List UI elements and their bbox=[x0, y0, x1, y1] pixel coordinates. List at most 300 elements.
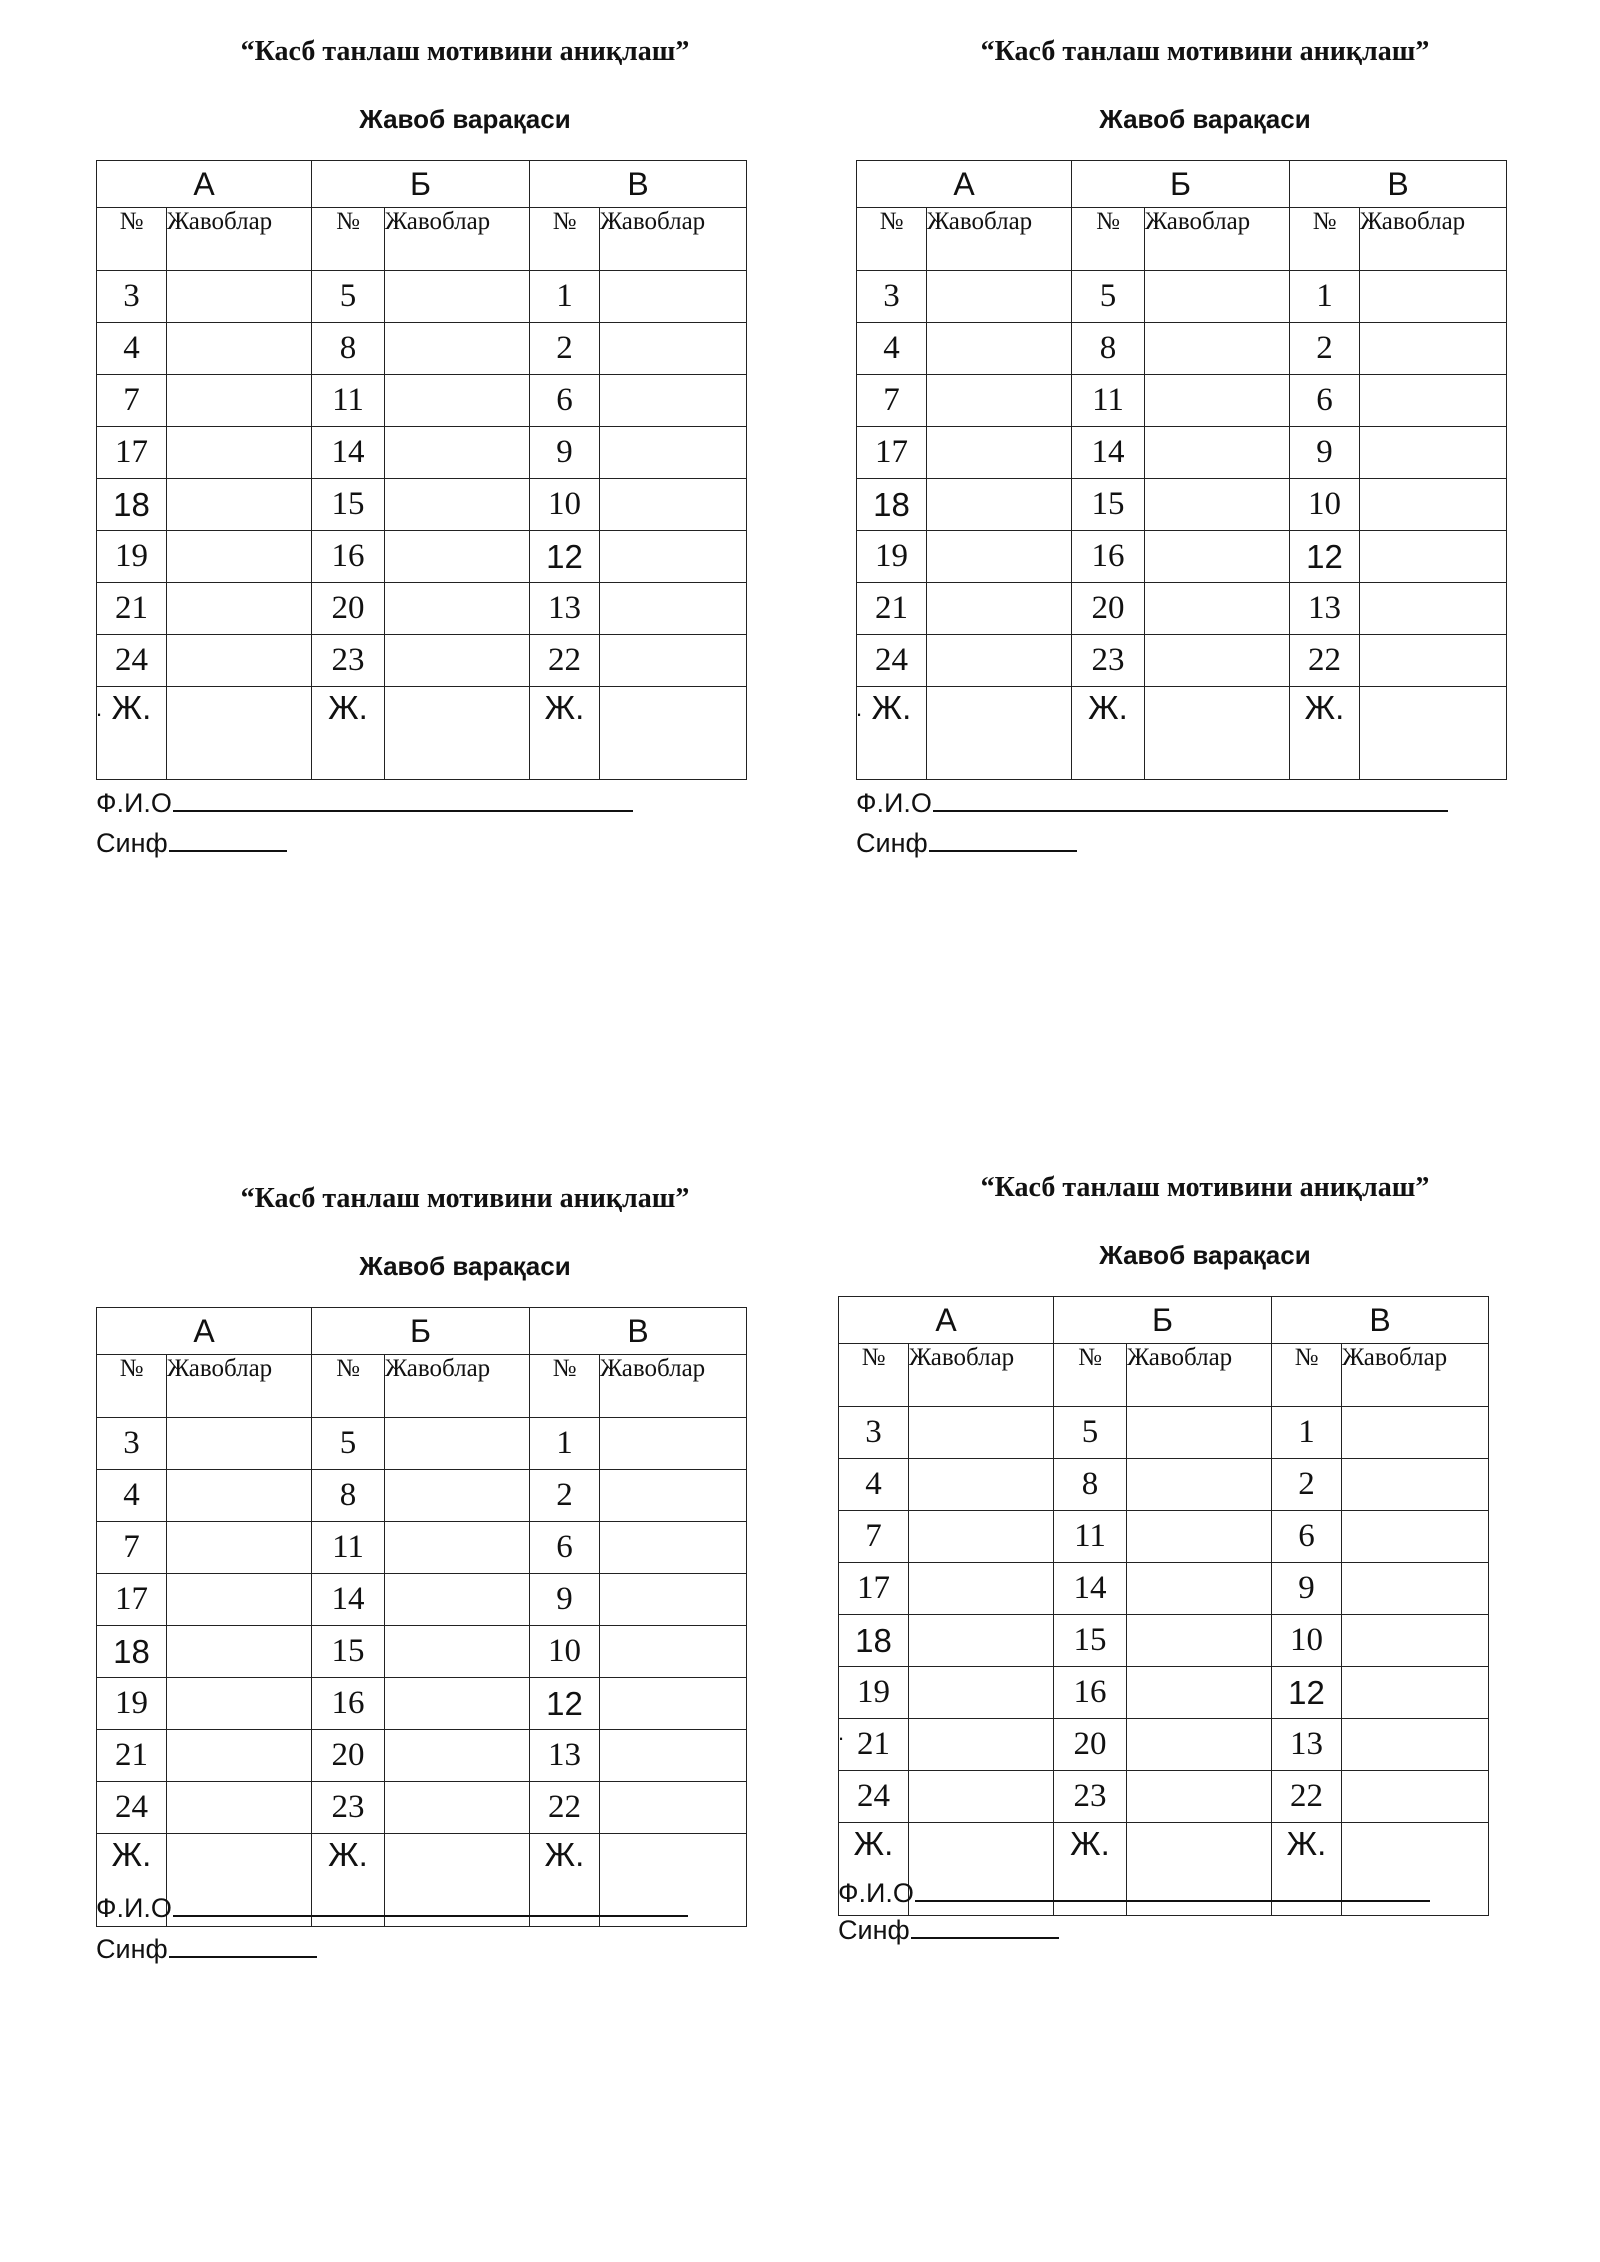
question-row bbox=[97, 1782, 747, 1834]
answer-cell[interactable] bbox=[167, 1626, 312, 1678]
sheet-title: “Касб танлаш мотивини аниқлаш” bbox=[980, 1172, 1430, 1203]
answer-cell[interactable] bbox=[927, 271, 1072, 323]
question-row bbox=[97, 583, 747, 635]
answer-cell[interactable] bbox=[1127, 1407, 1272, 1459]
name-line[interactable] bbox=[933, 809, 1448, 812]
question-number: Ж. bbox=[1072, 687, 1145, 780]
answer-cell[interactable] bbox=[167, 1418, 312, 1470]
question-number: 7 bbox=[839, 1511, 909, 1563]
answer-cell[interactable] bbox=[167, 479, 312, 531]
question-number: 18 bbox=[97, 1626, 167, 1678]
answer-cell[interactable] bbox=[385, 427, 530, 479]
question-number: 10 bbox=[530, 1626, 600, 1678]
question-number: 23 bbox=[1072, 635, 1145, 687]
answer-cell[interactable] bbox=[1145, 687, 1290, 780]
answer-cell[interactable] bbox=[167, 323, 312, 375]
question-number: 11 bbox=[312, 375, 385, 427]
answer-cell[interactable] bbox=[1360, 271, 1507, 323]
question-number: 24 bbox=[97, 1782, 167, 1834]
column-header-number: № bbox=[312, 208, 385, 271]
answer-cell[interactable] bbox=[1360, 687, 1507, 780]
answer-cell[interactable] bbox=[1127, 1667, 1272, 1719]
question-number: 21 bbox=[97, 1730, 167, 1782]
question-number: 22 bbox=[1290, 635, 1360, 687]
question-number: 10 bbox=[1272, 1615, 1342, 1667]
answer-cell[interactable] bbox=[167, 1574, 312, 1626]
question-number: 7 bbox=[857, 375, 927, 427]
question-number: 24 bbox=[839, 1771, 909, 1823]
question-row bbox=[857, 687, 1507, 780]
question-number: 13 bbox=[530, 583, 600, 635]
answer-cell[interactable] bbox=[927, 323, 1072, 375]
question-row bbox=[857, 635, 1507, 687]
question-number: 17 bbox=[97, 1574, 167, 1626]
column-header-row bbox=[857, 208, 1507, 271]
answer-cell[interactable] bbox=[600, 1626, 747, 1678]
answer-cell[interactable] bbox=[167, 531, 312, 583]
question-number: 7 bbox=[97, 1522, 167, 1574]
question-number: 4 bbox=[97, 323, 167, 375]
question-number: Ж. bbox=[97, 687, 167, 780]
answer-cell[interactable] bbox=[1342, 1563, 1489, 1615]
stray-dot: . bbox=[96, 696, 103, 721]
answer-cell[interactable] bbox=[1342, 1459, 1489, 1511]
class-label: Синф bbox=[96, 828, 168, 858]
question-number: 15 bbox=[1072, 479, 1145, 531]
column-header-row bbox=[97, 208, 747, 271]
question-number: 12 bbox=[530, 531, 600, 583]
question-number: 24 bbox=[97, 635, 167, 687]
question-number: 13 bbox=[1272, 1719, 1342, 1771]
name-field bbox=[96, 788, 633, 819]
answer-cell[interactable] bbox=[600, 271, 747, 323]
answer-cell[interactable] bbox=[167, 1522, 312, 1574]
question-number: 18 bbox=[97, 479, 167, 531]
answer-cell[interactable] bbox=[927, 375, 1072, 427]
answer-cell[interactable] bbox=[927, 583, 1072, 635]
question-number: 13 bbox=[530, 1730, 600, 1782]
name-label: Ф.И.О bbox=[96, 788, 172, 818]
question-row bbox=[839, 1771, 1489, 1823]
group-header-row bbox=[97, 161, 747, 208]
sheet-title: “Касб танлаш мотивини аниқлаш” bbox=[240, 1183, 690, 1214]
answer-cell[interactable] bbox=[385, 1730, 530, 1782]
question-number: 1 bbox=[1272, 1407, 1342, 1459]
answer-cell[interactable] bbox=[600, 687, 747, 780]
question-number: Ж. bbox=[530, 1834, 600, 1927]
answer-cell[interactable] bbox=[909, 1407, 1054, 1459]
group-header: А bbox=[97, 161, 312, 208]
question-number: 10 bbox=[1290, 479, 1360, 531]
question-number: 21 bbox=[97, 583, 167, 635]
group-header: Б bbox=[1072, 161, 1290, 208]
column-header-number: № bbox=[1072, 208, 1145, 271]
answer-cell[interactable] bbox=[167, 1678, 312, 1730]
answer-cell[interactable] bbox=[909, 1719, 1054, 1771]
question-number: 16 bbox=[312, 1678, 385, 1730]
answer-cell[interactable] bbox=[600, 427, 747, 479]
question-number: 20 bbox=[312, 1730, 385, 1782]
question-number: 19 bbox=[857, 531, 927, 583]
question-number: 12 bbox=[530, 1678, 600, 1730]
question-number: 1 bbox=[1290, 271, 1360, 323]
column-header-number: № bbox=[1054, 1344, 1127, 1407]
question-row bbox=[97, 271, 747, 323]
answer-cell[interactable] bbox=[909, 1511, 1054, 1563]
answer-cell[interactable] bbox=[600, 1574, 747, 1626]
question-number: 12 bbox=[1290, 531, 1360, 583]
question-number: 12 bbox=[1272, 1667, 1342, 1719]
sheet-title: “Касб танлаш мотивини аниқлаш” bbox=[980, 36, 1430, 67]
answer-cell[interactable] bbox=[1127, 1615, 1272, 1667]
question-row bbox=[839, 1719, 1489, 1771]
question-number: 6 bbox=[1272, 1511, 1342, 1563]
question-number: Ж. bbox=[1054, 1823, 1127, 1916]
answer-cell[interactable] bbox=[385, 1626, 530, 1678]
question-number: 5 bbox=[1072, 271, 1145, 323]
class-line[interactable] bbox=[169, 1955, 317, 1958]
answer-cell[interactable] bbox=[385, 1470, 530, 1522]
question-number: 23 bbox=[1054, 1771, 1127, 1823]
question-number: Ж. bbox=[530, 687, 600, 780]
column-header-number: № bbox=[97, 1355, 167, 1418]
group-header: А bbox=[839, 1297, 1054, 1344]
answer-cell[interactable] bbox=[927, 479, 1072, 531]
answer-cell[interactable] bbox=[385, 1522, 530, 1574]
question-row bbox=[839, 1459, 1489, 1511]
class-label: Синф bbox=[838, 1915, 910, 1945]
answer-cell[interactable] bbox=[385, 1782, 530, 1834]
question-row bbox=[839, 1511, 1489, 1563]
question-number: Ж. bbox=[857, 687, 927, 780]
question-number: 21 bbox=[839, 1719, 909, 1771]
answer-cell[interactable] bbox=[1342, 1407, 1489, 1459]
name-field bbox=[838, 1878, 1430, 1909]
stray-dot: . bbox=[856, 696, 863, 721]
question-row bbox=[839, 1563, 1489, 1615]
question-number: 9 bbox=[1272, 1563, 1342, 1615]
question-row bbox=[857, 323, 1507, 375]
question-number: 15 bbox=[1054, 1615, 1127, 1667]
name-label: Ф.И.О bbox=[856, 788, 932, 818]
question-number: 17 bbox=[857, 427, 927, 479]
answer-cell[interactable] bbox=[1342, 1615, 1489, 1667]
question-row bbox=[97, 687, 747, 780]
question-row bbox=[97, 427, 747, 479]
answer-cell[interactable] bbox=[600, 1418, 747, 1470]
question-number: 16 bbox=[1072, 531, 1145, 583]
answer-cell[interactable] bbox=[1127, 1719, 1272, 1771]
question-row bbox=[97, 531, 747, 583]
answer-cell[interactable] bbox=[1127, 1459, 1272, 1511]
question-number: 19 bbox=[97, 1678, 167, 1730]
question-number: Ж. bbox=[1272, 1823, 1342, 1916]
answer-cell[interactable] bbox=[600, 1522, 747, 1574]
question-number: 15 bbox=[312, 1626, 385, 1678]
group-header: А bbox=[857, 161, 1072, 208]
answer-cell[interactable] bbox=[1360, 479, 1507, 531]
column-header-number: № bbox=[530, 1355, 600, 1418]
class-line[interactable] bbox=[911, 1936, 1059, 1939]
question-row bbox=[97, 635, 747, 687]
answer-cell[interactable] bbox=[385, 271, 530, 323]
question-number: 13 bbox=[1290, 583, 1360, 635]
answer-cell[interactable] bbox=[385, 687, 530, 780]
question-number: 8 bbox=[312, 323, 385, 375]
class-label: Синф bbox=[96, 1934, 168, 1964]
sheet-title: “Касб танлаш мотивини аниқлаш” bbox=[240, 36, 690, 67]
question-row bbox=[97, 323, 747, 375]
answer-cell[interactable] bbox=[600, 531, 747, 583]
column-header-answers: Жавоблар bbox=[167, 208, 312, 271]
question-row bbox=[97, 1574, 747, 1626]
question-number: 23 bbox=[312, 1782, 385, 1834]
answer-cell[interactable] bbox=[1342, 1667, 1489, 1719]
question-number: Ж. bbox=[1290, 687, 1360, 780]
answer-cell[interactable] bbox=[1145, 531, 1290, 583]
question-number: 5 bbox=[312, 1418, 385, 1470]
answer-cell[interactable] bbox=[1145, 635, 1290, 687]
question-number: 20 bbox=[312, 583, 385, 635]
question-row bbox=[839, 1615, 1489, 1667]
question-number: 11 bbox=[1072, 375, 1145, 427]
answer-cell[interactable] bbox=[1127, 1511, 1272, 1563]
question-number: 1 bbox=[530, 271, 600, 323]
group-header-row bbox=[97, 1308, 747, 1355]
answer-cell[interactable] bbox=[600, 1678, 747, 1730]
answer-cell[interactable] bbox=[927, 427, 1072, 479]
question-number: 11 bbox=[1054, 1511, 1127, 1563]
answer-cell[interactable] bbox=[600, 1470, 747, 1522]
answer-cell[interactable] bbox=[385, 635, 530, 687]
column-header-answers: Жавоблар bbox=[1127, 1344, 1272, 1407]
answer-cell[interactable] bbox=[167, 375, 312, 427]
stray-dot: . bbox=[838, 1720, 845, 1745]
group-header: В bbox=[530, 161, 747, 208]
question-number: 3 bbox=[839, 1407, 909, 1459]
answer-cell[interactable] bbox=[385, 1678, 530, 1730]
answer-cell[interactable] bbox=[600, 1730, 747, 1782]
question-number: 23 bbox=[312, 635, 385, 687]
question-row bbox=[857, 375, 1507, 427]
answer-cell[interactable] bbox=[167, 1730, 312, 1782]
sheet-subtitle: Жавоб варақаси bbox=[1099, 1240, 1311, 1270]
name-line[interactable] bbox=[173, 809, 633, 812]
answer-cell[interactable] bbox=[167, 427, 312, 479]
answer-cell[interactable] bbox=[1360, 323, 1507, 375]
question-number: 3 bbox=[97, 1418, 167, 1470]
column-header-answers: Жавоблар bbox=[385, 208, 530, 271]
answer-cell[interactable] bbox=[1360, 375, 1507, 427]
answer-cell[interactable] bbox=[167, 1470, 312, 1522]
column-header-number: № bbox=[530, 208, 600, 271]
answer-cell[interactable] bbox=[1127, 1771, 1272, 1823]
column-header-number: № bbox=[97, 208, 167, 271]
group-header: В bbox=[530, 1308, 747, 1355]
question-number: 5 bbox=[1054, 1407, 1127, 1459]
answer-cell[interactable] bbox=[927, 687, 1072, 780]
question-row bbox=[857, 531, 1507, 583]
question-number: 9 bbox=[530, 427, 600, 479]
column-header-answers: Жавоблар bbox=[600, 1355, 747, 1418]
answer-cell[interactable] bbox=[385, 531, 530, 583]
answer-cell[interactable] bbox=[1145, 479, 1290, 531]
column-header-answers: Жавоблар bbox=[385, 1355, 530, 1418]
answer-sheet bbox=[96, 36, 856, 1036]
class-line[interactable] bbox=[169, 849, 287, 852]
question-number: 4 bbox=[97, 1470, 167, 1522]
question-number: 6 bbox=[530, 375, 600, 427]
answers-table bbox=[856, 160, 1507, 780]
column-header-number: № bbox=[857, 208, 927, 271]
question-row bbox=[839, 1407, 1489, 1459]
question-number: 11 bbox=[312, 1522, 385, 1574]
column-header-answers: Жавоблар bbox=[1342, 1344, 1489, 1407]
name-label: Ф.И.О bbox=[838, 1878, 914, 1908]
answer-cell[interactable] bbox=[927, 635, 1072, 687]
class-label: Синф bbox=[856, 828, 928, 858]
column-header-row bbox=[97, 1355, 747, 1418]
question-number: 15 bbox=[312, 479, 385, 531]
question-number: 1 bbox=[530, 1418, 600, 1470]
column-header-answers: Жавоблар bbox=[1360, 208, 1507, 271]
answer-cell[interactable] bbox=[600, 635, 747, 687]
answer-cell[interactable] bbox=[909, 1771, 1054, 1823]
group-header-row bbox=[839, 1297, 1489, 1344]
question-number: 8 bbox=[312, 1470, 385, 1522]
question-number: 21 bbox=[857, 583, 927, 635]
answer-cell[interactable] bbox=[1145, 583, 1290, 635]
question-number: 2 bbox=[1290, 323, 1360, 375]
question-row bbox=[97, 1522, 747, 1574]
column-header-answers: Жавоблар bbox=[600, 208, 747, 271]
question-number: 18 bbox=[839, 1615, 909, 1667]
answer-cell[interactable] bbox=[1145, 323, 1290, 375]
group-header: В bbox=[1290, 161, 1507, 208]
question-number: 16 bbox=[1054, 1667, 1127, 1719]
column-header-answers: Жавоблар bbox=[927, 208, 1072, 271]
question-number: 17 bbox=[839, 1563, 909, 1615]
answer-cell[interactable] bbox=[167, 271, 312, 323]
answer-cell[interactable] bbox=[385, 583, 530, 635]
column-header-answers: Жавоблар bbox=[167, 1355, 312, 1418]
class-line[interactable] bbox=[929, 849, 1077, 852]
question-number: 4 bbox=[839, 1459, 909, 1511]
column-header-number: № bbox=[312, 1355, 385, 1418]
question-row bbox=[97, 375, 747, 427]
question-number: 20 bbox=[1054, 1719, 1127, 1771]
question-number: 6 bbox=[530, 1522, 600, 1574]
question-number: 8 bbox=[1054, 1459, 1127, 1511]
answer-cell[interactable] bbox=[909, 1667, 1054, 1719]
question-number: 9 bbox=[1290, 427, 1360, 479]
answer-cell[interactable] bbox=[1360, 531, 1507, 583]
question-number: 14 bbox=[1072, 427, 1145, 479]
question-number: Ж. bbox=[312, 1834, 385, 1927]
answer-cell[interactable] bbox=[1360, 635, 1507, 687]
answer-cell[interactable] bbox=[600, 375, 747, 427]
question-number: 8 bbox=[1072, 323, 1145, 375]
class-field bbox=[856, 828, 1077, 859]
answers-table bbox=[96, 160, 747, 780]
sheet-subtitle: Жавоб варақаси bbox=[359, 1251, 571, 1281]
question-number: 6 bbox=[1290, 375, 1360, 427]
answer-cell[interactable] bbox=[1145, 427, 1290, 479]
question-number: 24 bbox=[857, 635, 927, 687]
question-number: 14 bbox=[312, 427, 385, 479]
question-number: 2 bbox=[530, 323, 600, 375]
name-label: Ф.И.О bbox=[96, 1893, 172, 1923]
question-number: 14 bbox=[312, 1574, 385, 1626]
class-field bbox=[838, 1915, 1059, 1946]
answer-cell[interactable] bbox=[385, 479, 530, 531]
question-number: 2 bbox=[530, 1470, 600, 1522]
column-header-row bbox=[839, 1344, 1489, 1407]
answer-cell[interactable] bbox=[385, 1418, 530, 1470]
name-line[interactable] bbox=[915, 1899, 1430, 1902]
answer-cell[interactable] bbox=[1342, 1771, 1489, 1823]
question-row bbox=[97, 479, 747, 531]
answer-cell[interactable] bbox=[1342, 1511, 1489, 1563]
answer-cell[interactable] bbox=[909, 1459, 1054, 1511]
question-number: 7 bbox=[97, 375, 167, 427]
answer-cell[interactable] bbox=[1145, 375, 1290, 427]
question-number: Ж. bbox=[839, 1823, 909, 1916]
group-header: В bbox=[1272, 1297, 1489, 1344]
answer-cell[interactable] bbox=[385, 375, 530, 427]
name-line[interactable] bbox=[173, 1914, 688, 1917]
group-header: Б bbox=[312, 161, 530, 208]
sheet-subtitle: Жавоб варақаси bbox=[1099, 104, 1311, 134]
answer-cell[interactable] bbox=[927, 531, 1072, 583]
answer-sheet bbox=[838, 1172, 1598, 2172]
answer-cell[interactable] bbox=[1145, 271, 1290, 323]
answer-cell[interactable] bbox=[909, 1563, 1054, 1615]
question-row bbox=[857, 427, 1507, 479]
answer-cell[interactable] bbox=[167, 583, 312, 635]
answer-cell[interactable] bbox=[600, 323, 747, 375]
answer-cell[interactable] bbox=[600, 583, 747, 635]
question-row bbox=[97, 1470, 747, 1522]
question-row bbox=[97, 1678, 747, 1730]
answer-cell[interactable] bbox=[1127, 1563, 1272, 1615]
answer-cell[interactable] bbox=[1360, 583, 1507, 635]
answer-cell[interactable] bbox=[600, 1782, 747, 1834]
answer-cell[interactable] bbox=[385, 323, 530, 375]
name-field bbox=[96, 1893, 688, 1924]
answer-cell[interactable] bbox=[385, 1574, 530, 1626]
answer-cell[interactable] bbox=[600, 479, 747, 531]
column-header-number: № bbox=[1272, 1344, 1342, 1407]
answer-cell[interactable] bbox=[167, 1782, 312, 1834]
answer-cell[interactable] bbox=[1342, 1719, 1489, 1771]
answer-sheet bbox=[856, 36, 1600, 1036]
question-number: 20 bbox=[1072, 583, 1145, 635]
answer-sheet bbox=[96, 1183, 856, 2183]
answer-cell[interactable] bbox=[909, 1615, 1054, 1667]
question-number: 18 bbox=[857, 479, 927, 531]
question-row bbox=[857, 479, 1507, 531]
column-header-number: № bbox=[1290, 208, 1360, 271]
question-number: 19 bbox=[839, 1667, 909, 1719]
answer-cell[interactable] bbox=[1360, 427, 1507, 479]
class-field bbox=[96, 1934, 317, 1965]
column-header-answers: Жавоблар bbox=[909, 1344, 1054, 1407]
group-header: Б bbox=[312, 1308, 530, 1355]
answer-cell[interactable] bbox=[167, 635, 312, 687]
answer-cell[interactable] bbox=[167, 687, 312, 780]
question-number: 3 bbox=[97, 271, 167, 323]
